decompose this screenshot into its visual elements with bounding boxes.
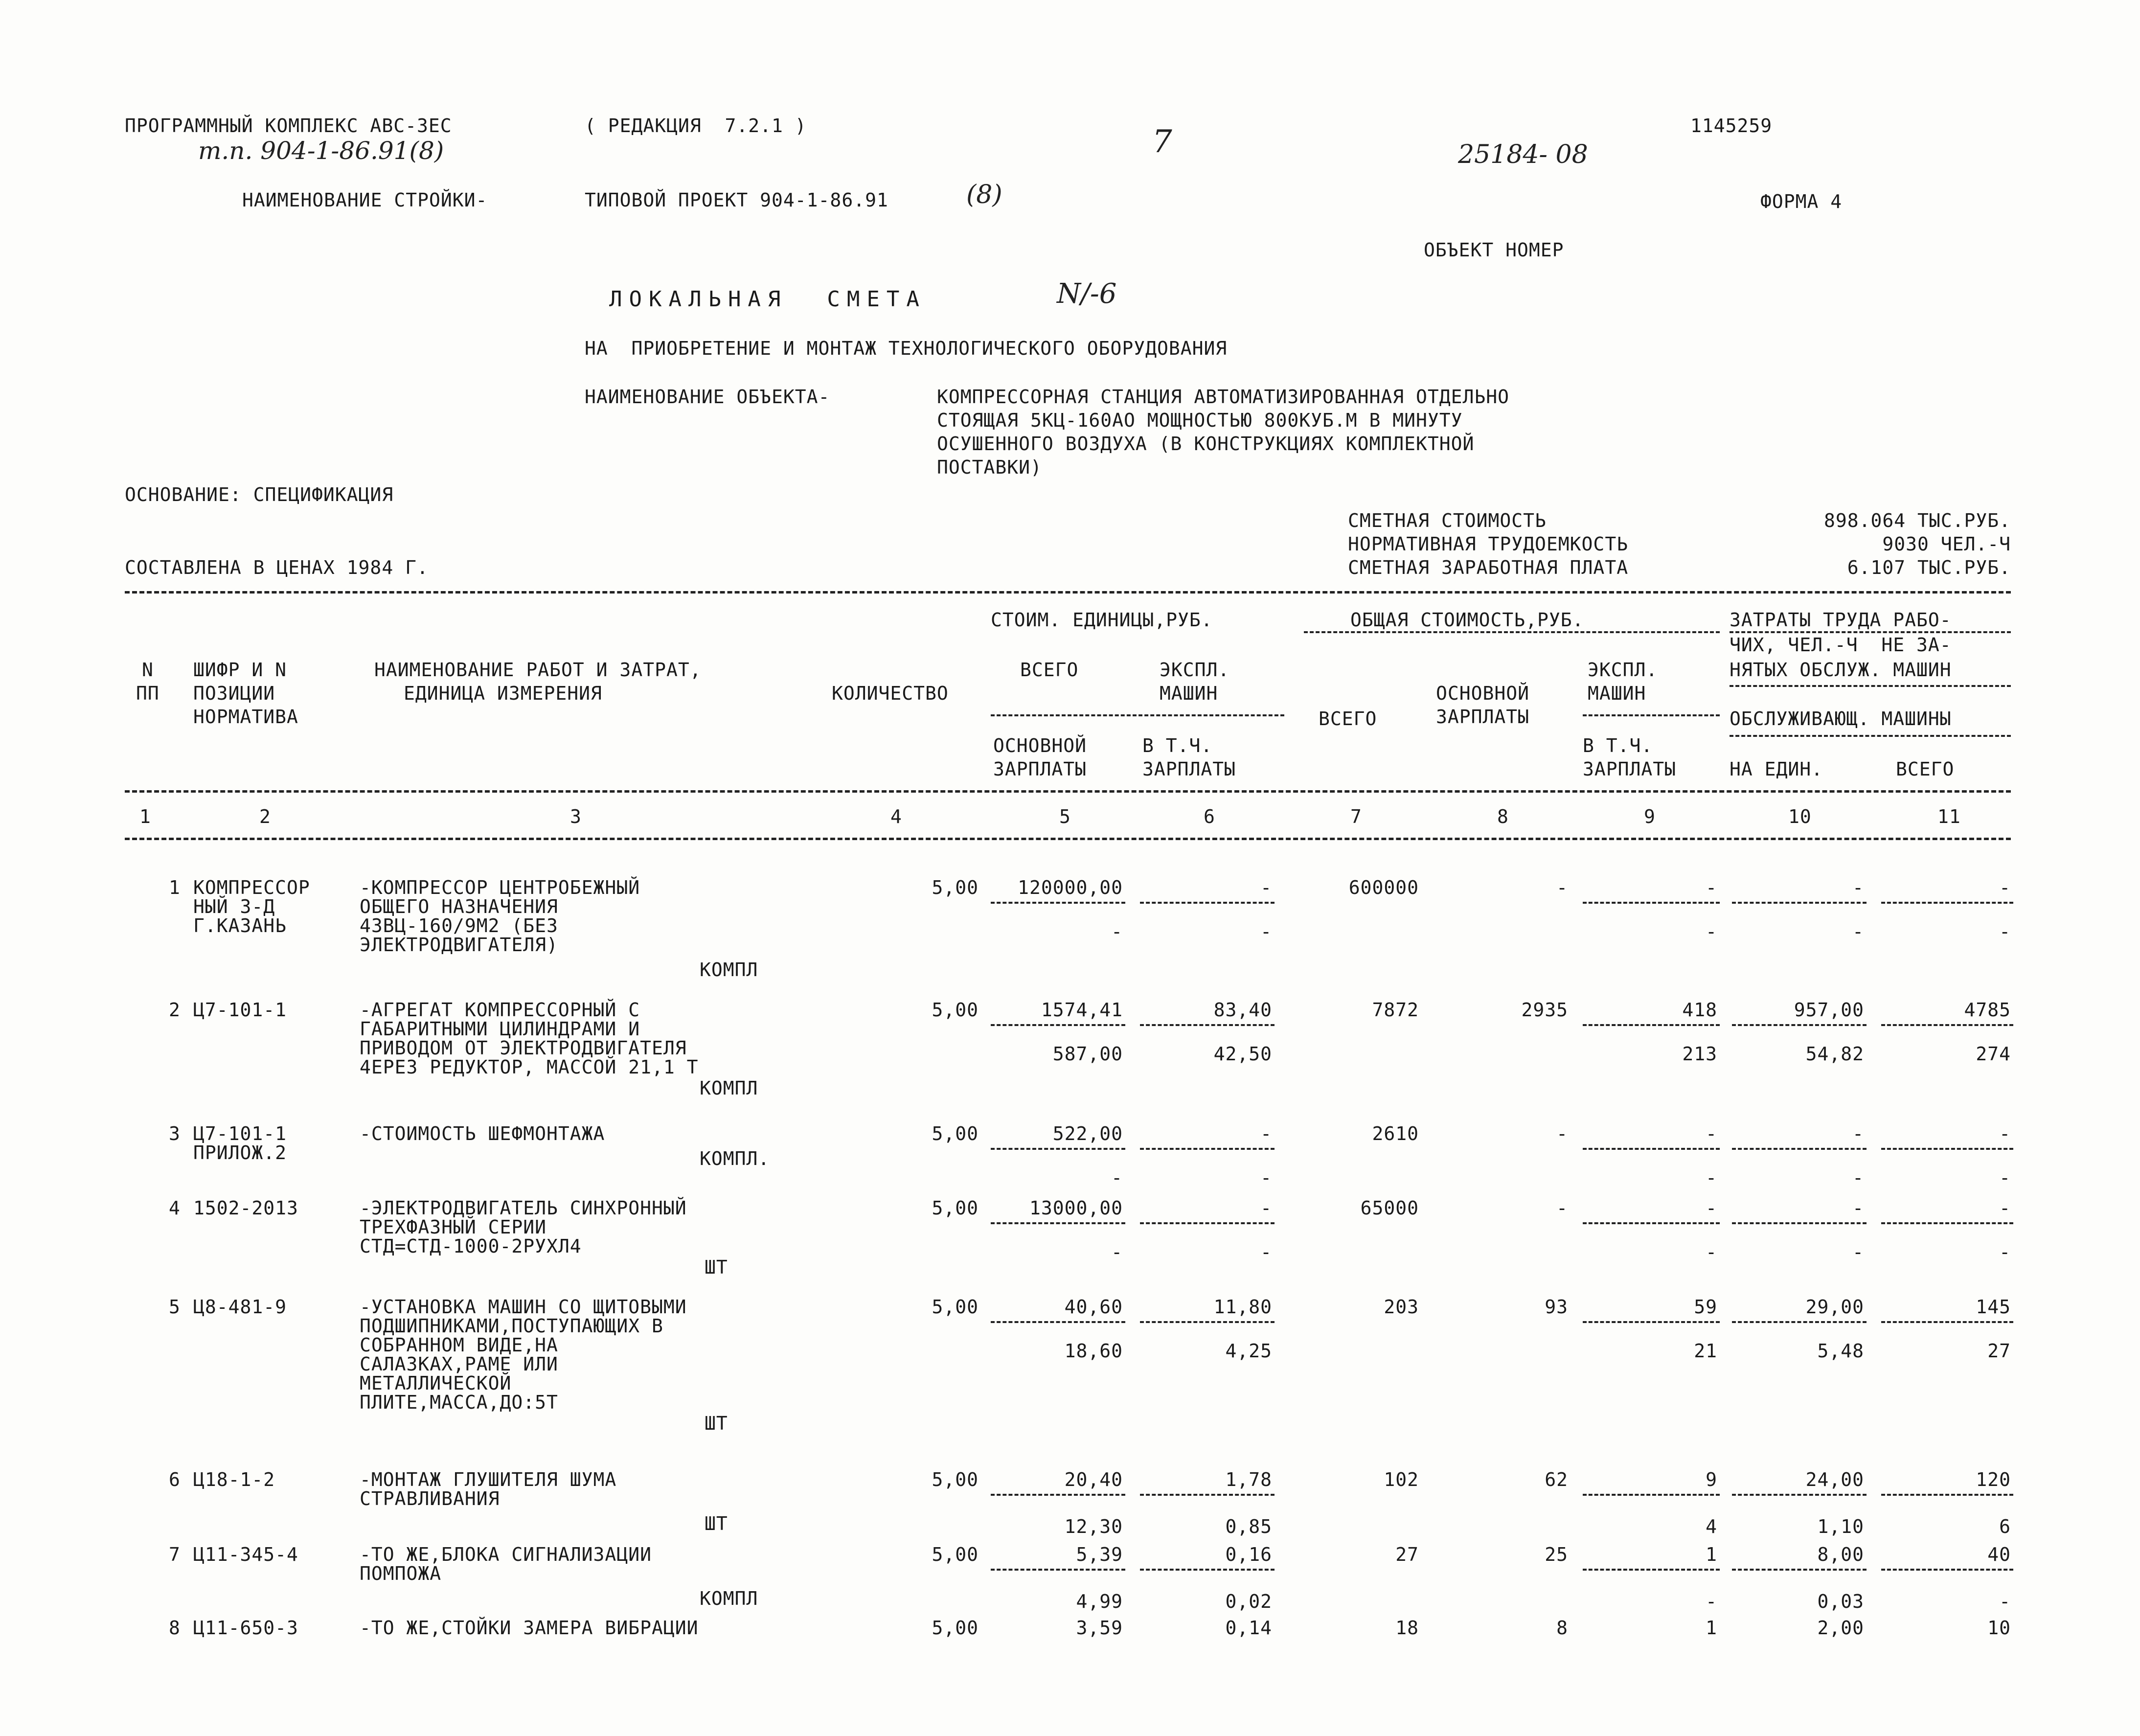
unit-mach-label: МАШИН (1160, 683, 1218, 704)
row-labor-serv-total: 6 (1999, 1516, 2011, 1537)
row-labor-serv-total: - (1999, 1591, 2011, 1612)
row-underline (991, 1222, 1125, 1224)
total-incl-label: ЗАРПЛАТЫ (1583, 758, 1677, 780)
handwritten-project: т.п. 904-1-86.91(8) (198, 137, 444, 165)
row-unit-total: 3,59 (1076, 1617, 1123, 1639)
row-labor-unit: - (1852, 1123, 1864, 1144)
row-unit-total: 522,00 (1052, 1123, 1123, 1144)
row-quantity: 5,00 (932, 1617, 979, 1639)
row-unit-wage: 18,60 (1064, 1340, 1123, 1362)
row-total-wage: 2935 (1521, 999, 1568, 1021)
row-unit: КОМПЛ (700, 1077, 758, 1099)
row-labor-serv-total: 27 (1987, 1340, 2011, 1362)
row-unit-wage: - (1111, 1241, 1123, 1263)
row-unit: КОМПЛ. (700, 1148, 770, 1169)
row-code: Ц11-345-4 (193, 1544, 298, 1565)
program-edition: ( РЕДАКЦИЯ 7.2.1 ) (585, 115, 807, 137)
row-total-mach: 1 (1706, 1617, 1717, 1639)
row-unit-incl: 4,25 (1225, 1340, 1272, 1362)
row-underline (1140, 1321, 1275, 1323)
row-number: 5 (169, 1296, 181, 1318)
row-total-mach: 1 (1706, 1544, 1717, 1565)
row-unit-total: 40,60 (1064, 1296, 1123, 1318)
row-total: 27 (1395, 1544, 1419, 1565)
column-number: 10 (1788, 806, 1812, 827)
row-unit-total: 5,39 (1076, 1544, 1123, 1565)
row-unit: ШТ (705, 1256, 728, 1278)
row-quantity: 5,00 (932, 1123, 979, 1144)
total-wage-label: ОСНОВНОЙ (1436, 683, 1530, 704)
unit-incl-label: В Т.Ч. (1142, 735, 1213, 756)
row-name: -КОМПРЕССОР ЦЕНТРОБЕЖНЫЙ (360, 877, 640, 898)
row-underline (1140, 1148, 1275, 1150)
row-unit-total: 20,40 (1064, 1469, 1123, 1490)
row-name: 4ЕРЕЗ РЕДУКТОР, МАССОЙ 21,1 Т (360, 1056, 699, 1078)
object-number-label: ОБЪЕКТ НОМЕР (1424, 239, 1564, 261)
row-total-wage: 25 (1545, 1544, 1568, 1565)
labor-group-label: ЧИХ, ЧЕЛ.-Ч НЕ ЗА- (1730, 634, 1952, 656)
row-labor-total: 145 (1976, 1296, 2011, 1318)
col-code-label: НОРМАТИВА (193, 706, 298, 728)
row-quantity: 5,00 (932, 1197, 979, 1219)
stroyka-value: ТИПОВОЙ ПРОЕКТ 904-1-86.91 (585, 189, 888, 211)
column-number: 1 (139, 806, 151, 827)
row-code: Ц18-1-2 (193, 1469, 275, 1490)
row-underline (1583, 1024, 1720, 1026)
row-labor-total: 10 (1987, 1617, 2011, 1639)
row-unit-mach: 83,40 (1213, 999, 1272, 1021)
row-quantity: 5,00 (932, 1469, 979, 1490)
row-unit-mach: - (1260, 1197, 1272, 1219)
row-total: 2610 (1372, 1123, 1419, 1144)
row-total-wage: - (1556, 1123, 1568, 1144)
row-underline (1732, 902, 1867, 904)
smeta-number-handwritten: N/-6 (1057, 278, 1117, 310)
row-total-incl: - (1706, 1167, 1717, 1188)
row-name: -ТО ЖЕ,БЛОКА СИГНАЛИЗАЦИИ (360, 1544, 652, 1565)
unit-wage-label: ЗАРПЛАТЫ (993, 758, 1087, 780)
unit-incl-label: ЗАРПЛАТЫ (1142, 758, 1236, 780)
row-unit-incl: - (1260, 921, 1272, 942)
row-total: 18 (1395, 1617, 1419, 1639)
row-total-incl: - (1706, 1591, 1717, 1612)
row-name: ГАБАРИТНЫМИ ЦИЛИНДРАМИ И (360, 1018, 640, 1040)
row-total-incl: - (1706, 921, 1717, 942)
row-total: 7872 (1372, 999, 1419, 1021)
row-underline (1881, 1569, 2013, 1571)
row-underline (1583, 1494, 1720, 1496)
row-underline (1732, 1321, 1867, 1323)
row-name: СТРАВЛИВАНИЯ (360, 1488, 500, 1509)
labor-group-label: ЗАТРАТЫ ТРУДА РАБО- (1730, 609, 1952, 631)
row-total-mach: 59 (1694, 1296, 1717, 1318)
row-underline (1732, 1148, 1867, 1150)
row-labor-unit: 24,00 (1805, 1469, 1864, 1490)
row-labor-unit: - (1852, 877, 1864, 898)
row-labor-serv-unit: 1,10 (1817, 1516, 1864, 1537)
row-code: КОМПРЕССОР (193, 877, 310, 898)
row-name: ПОМПОЖА (360, 1563, 442, 1584)
row-name: ПЛИТЕ,МАССА,ДО:5Т (360, 1392, 558, 1413)
row-code: Ц7-101-1 (193, 999, 287, 1021)
row-labor-serv-unit: 5,48 (1817, 1340, 1864, 1362)
row-labor-total: - (1999, 877, 2011, 898)
row-underline (1583, 1148, 1720, 1150)
row-underline (991, 1148, 1125, 1150)
summary-value: 9030 ЧЕЛ.-Ч (1882, 533, 2011, 555)
row-underline (1881, 1222, 2013, 1224)
row-total-mach: 9 (1706, 1469, 1717, 1490)
row-name: МЕТАЛЛИЧЕСКОЙ (360, 1372, 512, 1394)
form-label: ФОРМА 4 (1760, 191, 1843, 212)
row-total-incl: 4 (1706, 1516, 1717, 1537)
row-underline (1140, 1024, 1275, 1026)
row-code: Ц7-101-1 (193, 1123, 287, 1144)
row-unit-mach: 0,16 (1225, 1544, 1272, 1565)
row-quantity: 5,00 (932, 999, 979, 1021)
row-unit-wage: - (1111, 1167, 1123, 1188)
row-unit-incl: 0,02 (1225, 1591, 1272, 1612)
row-labor-total: 120 (1976, 1469, 2011, 1490)
row-unit-mach: 0,14 (1225, 1617, 1272, 1639)
row-unit-wage: 4,99 (1076, 1591, 1123, 1612)
row-unit-total: 120000,00 (1018, 877, 1123, 898)
object-line: СТОЯЩАЯ 5КЦ-160АО МОЩНОСТЬЮ 800КУБ.М В МИНУТУ (937, 410, 1463, 431)
row-quantity: 5,00 (932, 1544, 979, 1565)
row-underline (991, 1569, 1125, 1571)
row-unit-incl: 0,85 (1225, 1516, 1272, 1537)
row-labor-serv-total: - (1999, 1241, 2011, 1263)
row-unit: КОМПЛ (700, 959, 758, 981)
row-underline (1881, 1148, 2013, 1150)
unit-mach-label: ЭКСПЛ. (1160, 659, 1230, 681)
handwritten-page: 7 (1152, 124, 1172, 160)
row-number: 3 (169, 1123, 181, 1144)
row-name: САЛАЗКАХ,РАМЕ ИЛИ (360, 1353, 558, 1375)
row-total-mach: 418 (1682, 999, 1717, 1021)
row-code: ПРИЛОЖ.2 (193, 1142, 287, 1164)
row-quantity: 5,00 (932, 1296, 979, 1318)
row-underline (1732, 1222, 1867, 1224)
basis: ОСНОВАНИЕ: СПЕЦИФИКАЦИЯ (125, 484, 394, 505)
row-underline (991, 1024, 1125, 1026)
row-underline (991, 1494, 1125, 1496)
row-number: 2 (169, 999, 181, 1021)
row-name: 43ВЦ-160/9М2 (БЕЗ (360, 915, 558, 937)
col-n-label: ПП (136, 683, 159, 704)
row-total: 600000 (1348, 877, 1419, 898)
row-name: -УСТАНОВКА МАШИН СО ЩИТОВЫМИ (360, 1296, 687, 1318)
row-name: ТРЕХФАЗНЫЙ СЕРИИ (360, 1216, 547, 1238)
row-unit-wage: 587,00 (1052, 1043, 1123, 1065)
row-unit-mach: - (1260, 1123, 1272, 1144)
row-underline (1732, 1569, 1867, 1571)
row-number: 8 (169, 1617, 181, 1639)
row-underline (1881, 1321, 2013, 1323)
column-number: 2 (259, 806, 271, 827)
row-total-wage: 8 (1556, 1617, 1568, 1639)
row-number: 1 (169, 877, 181, 898)
row-code: НЫЙ 3-Д (193, 896, 275, 917)
row-underline (1140, 1569, 1275, 1571)
row-labor-total: - (1999, 1197, 2011, 1219)
row-underline (991, 1321, 1125, 1323)
row-unit-mach: 1,78 (1225, 1469, 1272, 1490)
row-unit: ШТ (705, 1513, 728, 1534)
row-total-wage: 62 (1545, 1469, 1568, 1490)
unit-total-label: ВСЕГО (1020, 659, 1079, 681)
total-mach-label: МАШИН (1588, 683, 1646, 704)
row-unit-mach: - (1260, 877, 1272, 898)
row-total-wage: - (1556, 1197, 1568, 1219)
program-name: ПРОГРАММНЫЙ КОМПЛЕКС АВС-3ЕС (125, 115, 452, 137)
row-code: Ц8-481-9 (193, 1296, 287, 1318)
summary-label: НОРМАТИВНАЯ ТРУДОЕМКОСТЬ (1348, 533, 1629, 555)
column-number: 9 (1644, 806, 1656, 827)
row-code: 1502-2013 (193, 1197, 298, 1219)
labor-group-label: НЯТЫХ ОБСЛУЖ. МАШИН (1730, 659, 1952, 681)
row-labor-unit: 29,00 (1805, 1296, 1864, 1318)
row-underline (1583, 1222, 1720, 1224)
row-name: ОБЩЕГО НАЗНАЧЕНИЯ (360, 896, 558, 917)
row-total-mach: - (1706, 1197, 1717, 1219)
col-code-label: ШИФР И N (193, 659, 287, 681)
col-name-label: ЕДИНИЦА ИЗМЕРЕНИЯ (404, 683, 602, 704)
row-name: СТД=СТД-1000-2РУХЛ4 (360, 1235, 582, 1257)
row-name: -АГРЕГАТ КОМПРЕССОРНЫЙ С (360, 999, 640, 1021)
row-labor-serv-total: - (1999, 921, 2011, 942)
row-underline (1583, 902, 1720, 904)
row-name: ПОДШИПНИКАМИ,ПОСТУПАЮЩИХ В (360, 1315, 663, 1337)
col-n-label: N (142, 659, 154, 681)
row-underline (1732, 1024, 1867, 1026)
row-unit-total: 13000,00 (1029, 1197, 1123, 1219)
labor-serv-label: ОБСЛУЖИВАЮЩ. МАШИНЫ (1730, 708, 1952, 730)
stroyka-handwritten: (8) (966, 180, 1002, 209)
col-qty-label: КОЛИЧЕСТВО (832, 683, 949, 704)
row-unit-incl: - (1260, 1241, 1272, 1263)
stroyka-label: НАИМЕНОВАНИЕ СТРОЙКИ- (242, 189, 488, 211)
summary-value: 6.107 ТЫС.РУБ. (1847, 557, 2011, 578)
row-labor-serv-total: - (1999, 1167, 2011, 1188)
row-total-wage: - (1556, 877, 1568, 898)
row-total-incl: 213 (1682, 1043, 1717, 1065)
row-name: ПРИВОДОМ ОТ ЭЛЕКТРОДВИГАТЕЛЯ (360, 1037, 687, 1059)
row-underline (1881, 902, 2013, 904)
summary-label: СМЕТНАЯ ЗАРАБОТНАЯ ПЛАТА (1348, 557, 1629, 578)
row-labor-serv-unit: 0,03 (1817, 1591, 1864, 1612)
row-unit-wage: 12,30 (1064, 1516, 1123, 1537)
document-number: 1145259 (1690, 115, 1773, 137)
row-labor-unit: 957,00 (1794, 999, 1864, 1021)
row-labor-unit: - (1852, 1197, 1864, 1219)
row-underline (1583, 1569, 1720, 1571)
row-number: 7 (169, 1544, 181, 1565)
object-line: КОМПРЕССОРНАЯ СТАНЦИЯ АВТОМАТИЗИРОВАННАЯ ОТДЕЛЬНО (937, 386, 1510, 408)
row-unit-incl: - (1260, 1167, 1272, 1188)
row-underline (1732, 1494, 1867, 1496)
summary-value: 898.064 ТЫС.РУБ. (1823, 510, 2011, 531)
smeta-title: ЛОКАЛЬНАЯ СМЕТА (609, 287, 926, 312)
row-total-mach: - (1706, 877, 1717, 898)
smeta-subtitle: НА ПРИОБРЕТЕНИЕ И МОНТАЖ ТЕХНОЛОГИЧЕСКОГО ОБОРУДОВАНИЯ (585, 338, 1228, 359)
object-line: ОСУШЕННОГО ВОЗДУХА (В КОНСТРУКЦИЯХ КОМПЛЕКТНОЙ (937, 433, 1475, 455)
col-code-label: ПОЗИЦИИ (193, 683, 275, 704)
unit-wage-label: ОСНОВНОЙ (993, 735, 1087, 756)
row-total-wage: 93 (1545, 1296, 1568, 1318)
total-incl-label: В Т.Ч. (1583, 735, 1653, 756)
column-number: 5 (1059, 806, 1071, 827)
total-mach-label: ЭКСПЛ. (1588, 659, 1658, 681)
row-labor-serv-unit: - (1852, 921, 1864, 942)
price-basis: СОСТАВЛЕНА В ЦЕНАХ 1984 Г. (125, 557, 429, 578)
row-total: 65000 (1360, 1197, 1419, 1219)
row-total-incl: 21 (1694, 1340, 1717, 1362)
row-unit: ШТ (705, 1413, 728, 1434)
row-underline (1881, 1024, 2013, 1026)
row-unit-incl: 42,50 (1213, 1043, 1272, 1065)
row-labor-total: 40 (1987, 1544, 2011, 1565)
column-number: 7 (1350, 806, 1362, 827)
row-quantity: 5,00 (932, 877, 979, 898)
row-labor-unit: 2,00 (1817, 1617, 1864, 1639)
labor-total-label: ВСЕГО (1896, 758, 1955, 780)
column-number: 6 (1204, 806, 1215, 827)
row-total-mach: - (1706, 1123, 1717, 1144)
row-name: -МОНТАЖ ГЛУШИТЕЛЯ ШУМА (360, 1469, 617, 1490)
row-total: 102 (1384, 1469, 1419, 1490)
object-label: НАИМЕНОВАНИЕ ОБЪЕКТА- (585, 386, 830, 408)
row-labor-serv-unit: - (1852, 1241, 1864, 1263)
row-code: Г.КАЗАНЬ (193, 915, 287, 937)
row-number: 4 (169, 1197, 181, 1219)
row-underline (1140, 1494, 1275, 1496)
column-number: 11 (1937, 806, 1961, 827)
row-underline (1881, 1494, 2013, 1496)
row-name: -ТО ЖЕ,СТОЙКИ ЗАМЕРА ВИБРАЦИИ (360, 1617, 699, 1639)
row-name: -СТОИМОСТЬ ШЕФМОНТАЖА (360, 1123, 605, 1144)
row-labor-serv-unit: - (1852, 1167, 1864, 1188)
row-total: 203 (1384, 1296, 1419, 1318)
total-all-label: ВСЕГО (1319, 708, 1377, 730)
row-number: 6 (169, 1469, 181, 1490)
row-unit: КОМПЛ (700, 1588, 758, 1609)
row-name: СОБРАННОМ ВИДЕ,НА (360, 1334, 558, 1356)
column-number: 3 (570, 806, 582, 827)
row-unit-total: 1574,41 (1041, 999, 1123, 1021)
row-labor-serv-unit: 54,82 (1805, 1043, 1864, 1065)
row-underline (1140, 902, 1275, 904)
row-labor-unit: 8,00 (1817, 1544, 1864, 1565)
column-number: 8 (1497, 806, 1509, 827)
total-wage-label: ЗАРПЛАТЫ (1436, 706, 1530, 728)
labor-unit-label: НА ЕДИН. (1730, 758, 1823, 780)
summary-label: СМЕТНАЯ СТОИМОСТЬ (1348, 510, 1547, 531)
row-labor-serv-total: 274 (1976, 1043, 2011, 1065)
row-unit-mach: 11,80 (1213, 1296, 1272, 1318)
object-line: ПОСТАВКИ) (937, 457, 1042, 478)
unit-cost-group: СТОИМ. ЕДИНИЦЫ,РУБ. (991, 609, 1213, 631)
col-name-label: НАИМЕНОВАНИЕ РАБОТ И ЗАТРАТ, (374, 659, 702, 681)
row-name: ЭЛЕКТРОДВИГАТЕЛЯ) (360, 934, 558, 956)
row-labor-total: 4785 (1964, 999, 2011, 1021)
row-underline (1140, 1222, 1275, 1224)
row-name: -ЭЛЕКТРОДВИГАТЕЛЬ СИНХРОННЫЙ (360, 1197, 687, 1219)
row-code: Ц11-650-3 (193, 1617, 298, 1639)
row-total-incl: - (1706, 1241, 1717, 1263)
row-underline (991, 902, 1125, 904)
total-cost-group: ОБЩАЯ СТОИМОСТЬ,РУБ. (1350, 609, 1584, 631)
column-number: 4 (890, 806, 902, 827)
handwritten-code: 25184- 08 (1458, 140, 1588, 169)
row-unit-wage: - (1111, 921, 1123, 942)
row-underline (1583, 1321, 1720, 1323)
row-labor-total: - (1999, 1123, 2011, 1144)
